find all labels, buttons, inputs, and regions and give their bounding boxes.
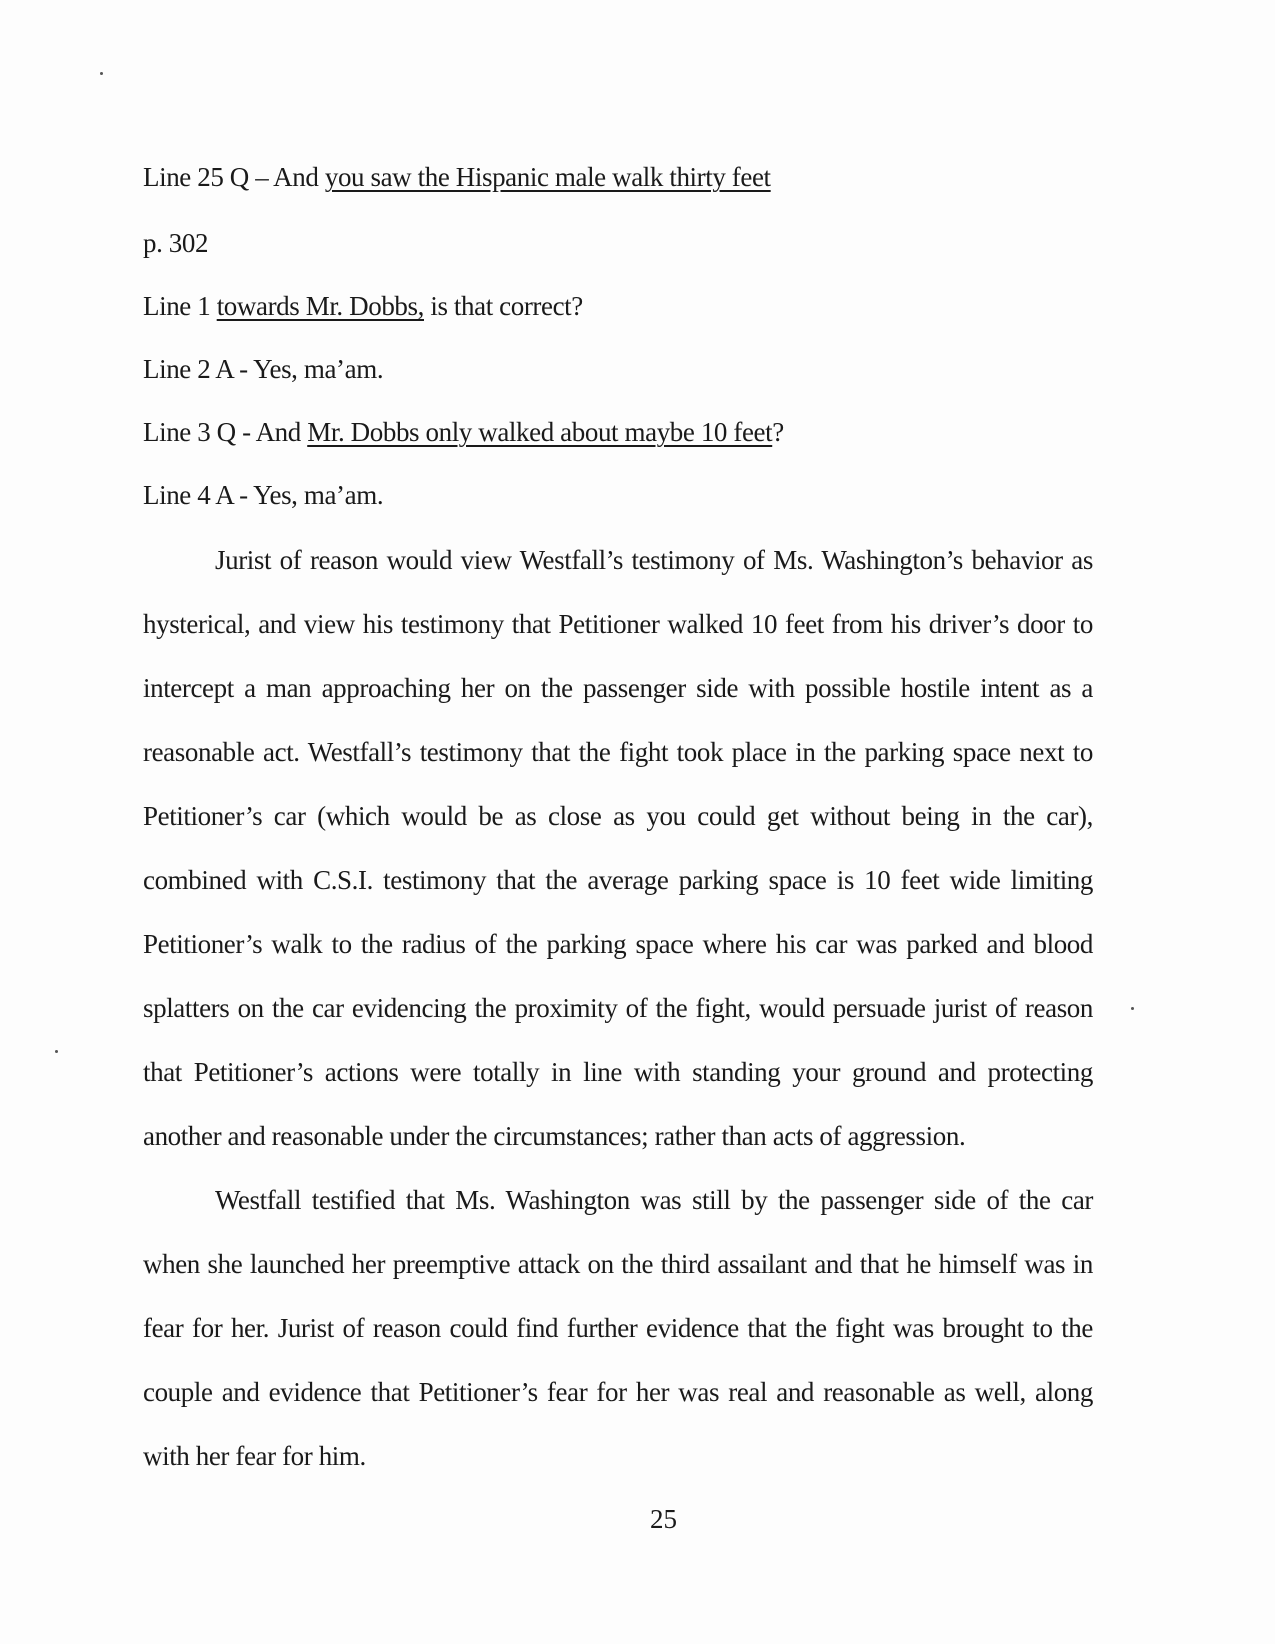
transcript-line-3 — [143, 415, 784, 449]
paragraph-2: Westfall testified that Ms. Washington was still by the passenger side of the car when she launched her preemptive attack on the third assailant and that he himself was in fear for her. Jurist of reason could find further evidence that the fight was brought to the couple and evidence that Petitioner’s fear for her was real and reasonable as well, along with her fear for him. — [143, 1185, 1093, 1471]
page-reference — [143, 226, 208, 260]
transcript-line-25 — [143, 160, 771, 194]
scan-speck — [1131, 1007, 1134, 1010]
line-suffix: ? — [772, 417, 784, 447]
transcript-line-4 — [143, 478, 383, 512]
line-text: Line 4 A - Yes, ma’am. — [143, 480, 384, 510]
paragraph-1: Jurist of reason would view Westfall’s testimony of Ms. Washington’s behavior as hysterical, and view his testimony that Petitioner walked 10 feet from his driver’s door to intercept a man approaching her on the passenger side with possible hostile intent as a reasonable act. Westfall’s testimony that the fight took place in the parking space next to Petitioner’s car (which would be as close as you could get without being in the car), combined with C.S.I. testimony that the average parking space is 10 feet wide limiting Petitioner’s walk to the radius of the parking space where his car was parked and blood splatters on the car evidencing the proximity of the fight, would persuade jurist of reason that Petitioner’s actions were totally in line with standing your ground and protecting another and reasonable under the circumstances; rather than acts of aggression. — [143, 545, 1093, 1151]
scan-speck — [55, 1050, 58, 1053]
page-reference-text: p. 302 — [143, 228, 209, 258]
page-number: 25 — [650, 1504, 677, 1534]
underlined-quote: you saw the Hispanic male walk thirty feet — [324, 162, 771, 192]
underlined-quote: Mr. Dobbs only walked about maybe 10 feet — [307, 417, 773, 447]
line-prefix: Line 1 — [143, 291, 217, 321]
transcript-line-2 — [143, 352, 383, 386]
transcript-line-1 — [143, 289, 583, 323]
scan-speck — [100, 72, 103, 75]
line-prefix: Line 25 Q – And — [143, 162, 325, 192]
argument-body — [143, 528, 1093, 1488]
line-suffix: is that correct? — [424, 291, 583, 321]
line-text: Line 2 A - Yes, ma’am. — [143, 354, 384, 384]
underlined-quote: towards Mr. Dobbs, — [216, 291, 424, 321]
line-prefix: Line 3 Q - And — [143, 417, 308, 447]
